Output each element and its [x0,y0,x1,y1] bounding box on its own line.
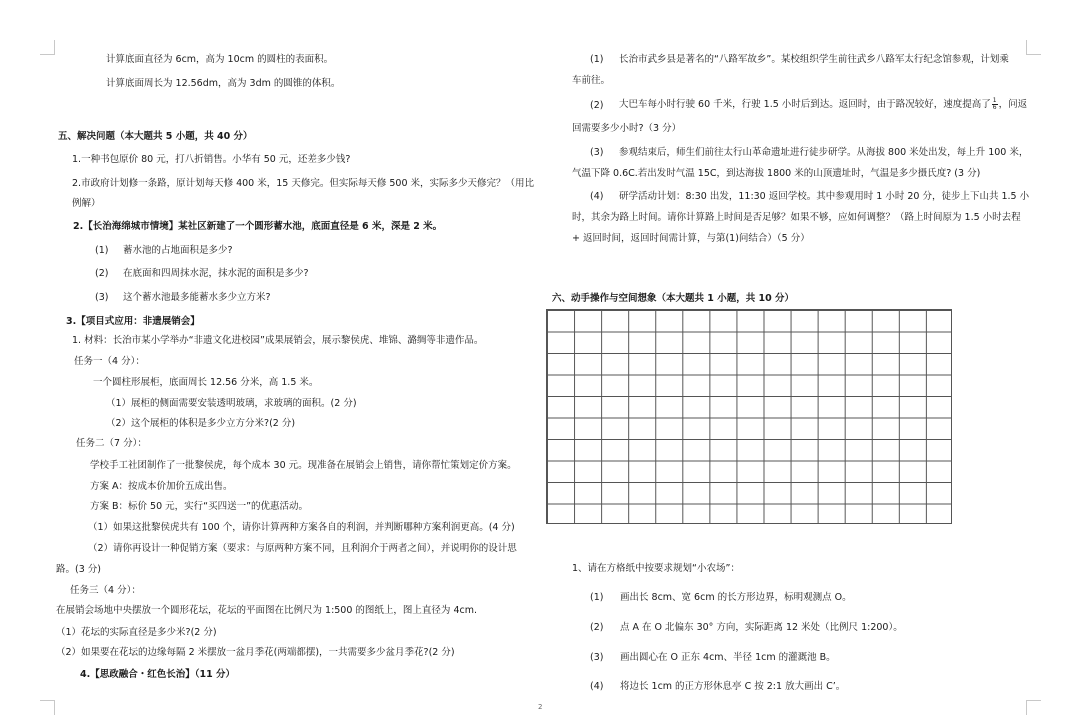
problem-3-sub-2: 在底面和四周抹水泥，抹水泥的面积是多少? [123,268,309,279]
crop-mark-bottom-right [1026,700,1041,715]
problem-3-sub-1: 蓄水池的占地面积是多少? [123,245,233,256]
grid-task-4-number: (4) [590,681,604,692]
crop-mark-top-left [40,40,55,55]
task-3-question-2: （2）如果要在花坛的边缘每隔 2 米摆放一盆月季花(两端都摆)，一共需要多少盆月季花?(2 分) [56,647,455,658]
red-question-4-line-3: + 返回时间，返回时间需计算，与第(1)问结合）（5 分） [572,233,810,244]
red-question-1-line-2: 车前往。 [572,75,611,86]
red-question-3-line-2: 气温下降 0.6C.若出发时气温 15C，到达海拔 1800 米的山顶遗址时，气温是多少摄氏度? (3 分) [572,168,981,179]
red-question-2-text-b: ，问返 [998,99,1028,110]
problem-2-line-2: 例解） [72,198,101,209]
section-6-title: 六、动手操作与空间想象（本大题共 1 小题，共 10 分） [552,293,795,304]
red-question-4-number: (4) [590,191,604,202]
problem-3-sub-1-number: (1) [95,245,109,256]
task-1-question-1: （1）展柜的侧面需要安装透明玻璃，求玻璃的面积。(2 分) [106,398,357,409]
calc-question-2: 计算底面周长为 12.56dm，高为 3dm 的圆锥的体积。 [106,78,341,89]
grid-task-intro: 1、请在方格纸中按要求规划“小农场”： [572,563,740,574]
fraction-one-sixth [992,98,998,111]
problem-3-sub-2-number: (2) [95,268,109,279]
task-2-title: 任务二（7 分）： [76,438,147,449]
problem-2-line-1: 2.市政府计划修一条路，原计划每天修 400 米，15 天修完。但实际每天修 500 米，实际多少天修完？（用比 [72,178,535,189]
fraction-denominator: 6 [992,104,997,111]
red-question-2-line-1 [619,96,1027,113]
graph-paper-grid [546,309,952,524]
calc-question-1: 计算底面直径为 6cm，高为 10cm 的圆柱的表面积。 [106,54,334,65]
problem-3-sub-3-number: (3) [95,292,109,303]
grid-task-3: 画出圆心在 O 正东 4cm、半径 1cm 的灌溉池 B。 [620,652,836,663]
red-question-3-number: (3) [590,147,604,158]
red-question-4-line-2: 时，其余为路上时间。请你计算路上时间是否足够？如果不够，应如何调整？（路上时间原为 1.5 小时去程 [572,212,1021,223]
grid-task-1: 画出长 8cm、宽 6cm 的长方形边界，标明观测点 O。 [620,592,852,603]
task-2-question-2-line-1: （2）请你再设计一种促销方案（要求：与原两种方案不同，且利润介于两者之间），并说明你的设计思 [88,543,517,554]
task-2-plan-b: 方案 B：标价 50 元，实行“买四送一”的优惠活动。 [90,501,309,512]
grid-task-4: 将边长 1cm 的正方形休息亭 C 按 2:1 放大画出 C’。 [620,681,846,692]
grid-task-3-number: (3) [590,652,604,663]
red-question-2-text-a: 大巴车每小时行驶 60 千米，行驶 1.5 小时后到达。返回时，由于路况较好，速度提高了 [619,99,991,110]
grid-task-2-number: (2) [590,622,604,633]
task-2-description: 学校手工社团制作了一批黎侯虎，每个成本 30 元。现准备在展销会上销售，请你帮忙策划定价方案。 [90,460,517,471]
crop-mark-bottom-left [40,700,55,715]
task-2-plan-a: 方案 A：按成本价加价五成出售。 [90,481,233,492]
problem-3-title: 2.【长治海绵城市情境】某社区新建了一个圆形蓄水池，底面直径是 6 米，深是 2 米。 [73,221,443,232]
red-question-1-number: (1) [590,54,604,65]
problem-4-title: 3.【项目式应用：非遗展销会】 [66,316,200,327]
task-1-title: 任务一（4 分）： [74,356,145,367]
task-3-question-1: （1）花坛的实际直径是多少米?(2 分) [56,627,217,638]
task-1-question-2: （2）这个展柜的体积是多少立方分米?(2 分) [106,418,296,429]
red-question-2-line-2: 回需要多少小时?（3 分） [572,123,682,134]
task-2-question-1: （1）如果这批黎侯虎共有 100 个，请你计算两种方案各自的利润，并判断哪种方案利润更高。(4 分) [88,522,515,533]
red-question-2-number: (2) [590,100,604,111]
red-question-4-line-1: 研学活动计划：8:30 出发，11:30 返回学校。其中参观用时 1 小时 20 分，徒步上下山共 1.5 小 [619,191,1030,202]
problem-4-material: 1. 材料：长治市某小学举办“非遗文化进校园”成果展销会，展示黎侯虎、堆锦、潞绸等非遗作品。 [72,335,484,346]
red-question-3-line-1: 参观结束后，师生们前往太行山革命遗址进行徒步研学。从海拔 800 米处出发，每上升 100 米， [619,147,1029,158]
page-number: 2 [538,703,543,711]
fraction-numerator: 1 [992,97,997,104]
problem-1: 1.一种书包原价 80 元，打八折销售。小华有 50 元，还差多少钱? [72,154,351,165]
crop-mark-top-right [1026,40,1041,55]
problem-3-sub-3: 这个蓄水池最多能蓄水多少立方米? [123,292,271,303]
task-1-description: 一个圆柱形展柜，底面周长 12.56 分米，高 1.5 米。 [93,377,319,388]
grid-task-2: 点 A 在 O 北偏东 30° 方向，实际距离 12 米处（比例尺 1:200）。 [620,622,903,633]
red-question-1-line-1: 长治市武乡县是著名的“八路军故乡”。某校组织学生前往武乡八路军太行纪念馆参观，计划乘 [619,54,1009,65]
task-2-question-2-line-2: 路。(3 分) [56,564,101,575]
task-3-title: 任务三（4 分）： [70,585,141,596]
section-5-title: 五、解决问题（本大题共 5 小题，共 40 分） [58,131,253,142]
task-3-description: 在展销会场地中央摆放一个圆形花坛，花坛的平面图在比例尺为 1:500 的图纸上，图上直径为 4cm. [56,605,477,616]
grid-task-1-number: (1) [590,592,604,603]
problem-5-title: 4.【思政融合・红色长治】（11 分） [80,669,235,680]
